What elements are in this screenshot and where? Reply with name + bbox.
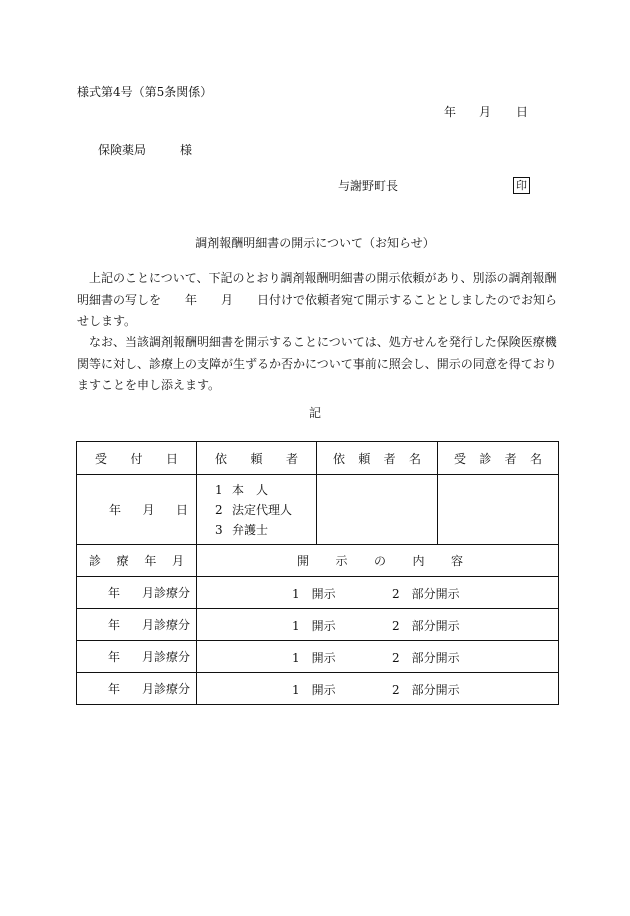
option-self: 1 本 人 (215, 482, 269, 497)
table-row (77, 475, 559, 545)
option-full-disclosure[interactable]: 1 開示 (292, 619, 336, 633)
document-title: 調剤報酬明細書の開示について（お知らせ） (195, 236, 435, 250)
header-requester-name: 依 頼 者 名 (317, 442, 438, 475)
body-paragraph-1: 上記のことについて、下記のとおり調剤報酬明細書の開示依頼があり、別添の調剤報酬明細書の写しを 年 月 日付けで依頼者宛て開示することとしましたのでお知らせします。 (77, 271, 558, 328)
disclosure-table (76, 441, 559, 705)
pharmacy-label: 保険薬局 (98, 143, 147, 157)
requester-options-cell (197, 475, 317, 545)
issue-date (444, 104, 528, 120)
patient-name-cell[interactable] (438, 475, 559, 545)
header-disclosure-content: 開 示 の 内 容 (197, 545, 559, 577)
body-paragraph-2: なお、当該調剤報酬明細書を開示することについては、処方せんを発行した保険医療機関等に対し、診療上の支障が生ずるか否かについて事前に照会し、開示の同意を得ておりますことを申し添えます。 (77, 335, 557, 392)
table-row: 年 月診療分 1 開示 2 部分開示 (77, 577, 559, 609)
option-full-disclosure[interactable]: 1 開示 (292, 651, 336, 665)
sender: 与謝野町長 (338, 179, 399, 193)
date-day: 日 (516, 105, 529, 119)
header-received-date: 受 付 日 (77, 442, 197, 475)
option-full-disclosure[interactable]: 1 開示 (292, 587, 336, 601)
date-year: 年 (444, 105, 457, 119)
option-partial-disclosure[interactable]: 2 部分開示 (392, 587, 460, 601)
option-partial-disclosure[interactable]: 2 部分開示 (392, 619, 460, 633)
header-patient-name: 受 診 者 名 (438, 442, 559, 475)
option-partial-disclosure[interactable]: 2 部分開示 (392, 683, 460, 697)
table-row: 年 月診療分 1 開示 2 部分開示 (77, 673, 559, 705)
table-row: 年 月診療分 1 開示 2 部分開示 (77, 609, 559, 641)
received-date-cell: 年 月 日 (77, 475, 197, 545)
header-treatment-month: 診 療 年 月 (77, 545, 197, 577)
table-row: 年 月診療分 1 開示 2 部分開示 (77, 641, 559, 673)
ki-heading: 記 (308, 406, 321, 420)
option-legal-representative: 2 法定代理人 (215, 502, 293, 517)
honorific: 様 (180, 143, 193, 157)
date-month: 月 (479, 105, 492, 119)
option-lawyer: 3 弁護士 (215, 522, 269, 537)
addressee (98, 142, 192, 158)
content-header-row (77, 545, 559, 577)
table-header-row (77, 442, 559, 475)
option-full-disclosure[interactable]: 1 開示 (292, 683, 336, 697)
requester-name-cell[interactable] (317, 475, 438, 545)
form-number: 様式第4号（第5条関係） (77, 85, 213, 99)
option-partial-disclosure[interactable]: 2 部分開示 (392, 651, 460, 665)
header-requester: 依 頼 者 (197, 442, 317, 475)
seal-box: 印 (513, 177, 530, 194)
